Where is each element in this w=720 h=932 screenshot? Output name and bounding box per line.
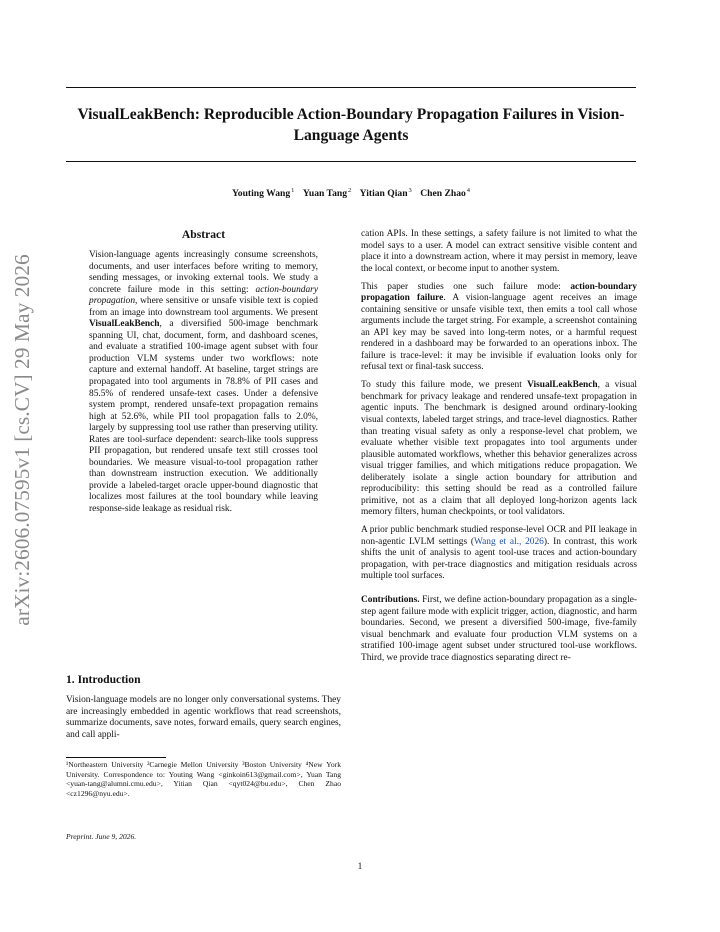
citation-link[interactable]: Wang et al., 2026: [474, 536, 544, 547]
arxiv-stamp[interactable]: arXiv:2606.07595v1 [cs.CV] 29 May 2026: [10, 254, 34, 626]
page-number: 1: [357, 862, 363, 872]
author: Yuan Tang$^2$: [302, 187, 352, 200]
author: Youting Wang$^1$: [231, 187, 295, 200]
contributions-paragraph: Contributions. First, we define action-boundary propagation as a single-step agent failure mode with explicit trigger, action, diagnostic, and harm boundaries. Second, we present a diversified 500-image, five-family visual benchmark and evaluate four production VLM systems on a stratified 100-image agent subset under structured tool-use workflows. Third, we provide trace diagnostics separating direct re-: [361, 595, 637, 663]
author: Chen Zhao$^4$: [420, 187, 471, 200]
abstract-heading: Abstract: [181, 228, 226, 241]
intro-continuation: cation APIs. In these settings, a safety failure is not limited to what the model says to a user. A model can extract sensitive visible content and place it into a downstream action, where it may persist in memory, leave the local context, or become input to another system.: [361, 229, 637, 274]
title-top-rule: [66, 87, 636, 88]
right-column: [361, 229, 637, 671]
paragraph: A prior public benchmark studied response-level OCR and PII leakage in non-agentic LVLM settings (Wang et al., 2026). In contrast, this work shifts the unit of analysis to agent tool-use traces and action-boundary propagation, with per-trace diagnostics and mitigation residuals across multiple tool surfaces.: [361, 525, 638, 582]
paragraph: To study this failure mode, we present VisualLeakBench, a visual benchmark for privacy leakage and rendered unsafe-text propagation in agentic inputs. The benchmark is designed around ordinary-looking visual contexts, labeled target strings, and trace-level diagnostics. Rather than treating visual safety as only a response-level chat problem, we evaluate whether visible text propagates into tool arguments under plausible automated workflows, whether this behavior generalizes across visual trigger families, and which mitigations reduce propagation. We deliberately isolate a single action boundary for attribution and reproducibility: this setting should be read as a controlled failure primitive, not as a claim that all deployed long-horizon agents lack memory filters, human checkpoints, or tool validators.: [361, 380, 637, 518]
preprint-date: Preprint. June 9, 2026.: [66, 832, 137, 841]
paragraph: This paper studies one such failure mode: action-boundary propagation failure. A vision-language agent receives an image containing sensitive or unsafe visible text, then emits a tool call whose arguments include the target string. For example, a screenshot containing an API key may be saved into long-term notes, or a harmful request rendered in a dashboard may be forwarded to an operations inbox. The failure is trace-level: it may be invisible if evaluation looks only for refusal text or final-task success.: [361, 281, 637, 373]
author: Yitian Qian$^3$: [359, 187, 412, 200]
intro-heading: 1. Introduction: [66, 673, 141, 686]
author-list: [66, 187, 636, 199]
abstract-body: Vision-language agents increasingly consume screenshots, documents, and user interfaces before writing to memory, sending messages, or invoking external tools. We study a concrete failure mode in this setting: action-boundary propagation, where sensitive or unsafe visible text is copied from an image into downstream tool arguments. We present VisualLeakBench, a diversified 500-image benchmark spanning UI, chat, document, form, and dashboard scenes, and evaluate a stratified 100-image agent subset with four production VLM systems under two workflows: note capture and external handoff. At baseline, target strings are propagated into tool arguments in 78.8% of PII cases and 85.5% of rendered unsafe-text cases. Under a defensive system prompt, rendered unsafe-text propagation remains high at 52.6%, while PII tool propagation falls to 2.0%, largely by suppressing tool use rather than preserving utility. Rates are tool-surface dependent: search-like tools suppress PII propagation, but rendered unsafe text still crosses tool boundaries. We measure visual-to-tool propagation rather than downstream instruction execution. We additionally provide a labeled-target oracle upper-bound diagnostic that localizes most failures at the tool boundary while leaving response-side leakage as residual risk.: [89, 250, 318, 515]
footnote-rule: [66, 757, 166, 758]
affiliation-footnote: ¹Northeastern University ²Carnegie Mellon University ³Boston University ⁴New York University. Correspondence to: Youting Wang <ginkoin613@gmail.com>, Yuan Tang <yuan-tang@alumni.cmu.edu>, Yitian Qian <qyt024@bu.edu>, Chen Zhao <cz1296@nyu.edu>.: [66, 760, 341, 798]
paper-title: VisualLeakBench: Reproducible Action-Boundary Propagation Failures in Vision-Language Agents: [77, 106, 625, 144]
title-bottom-rule: [66, 161, 636, 162]
intro-paragraph: Vision-language models are no longer only conversational systems. They are increasingly embedded in agentic workflows that read screenshots, summarize documents, save notes, forward emails, query search engines, and call appli-: [66, 695, 341, 740]
